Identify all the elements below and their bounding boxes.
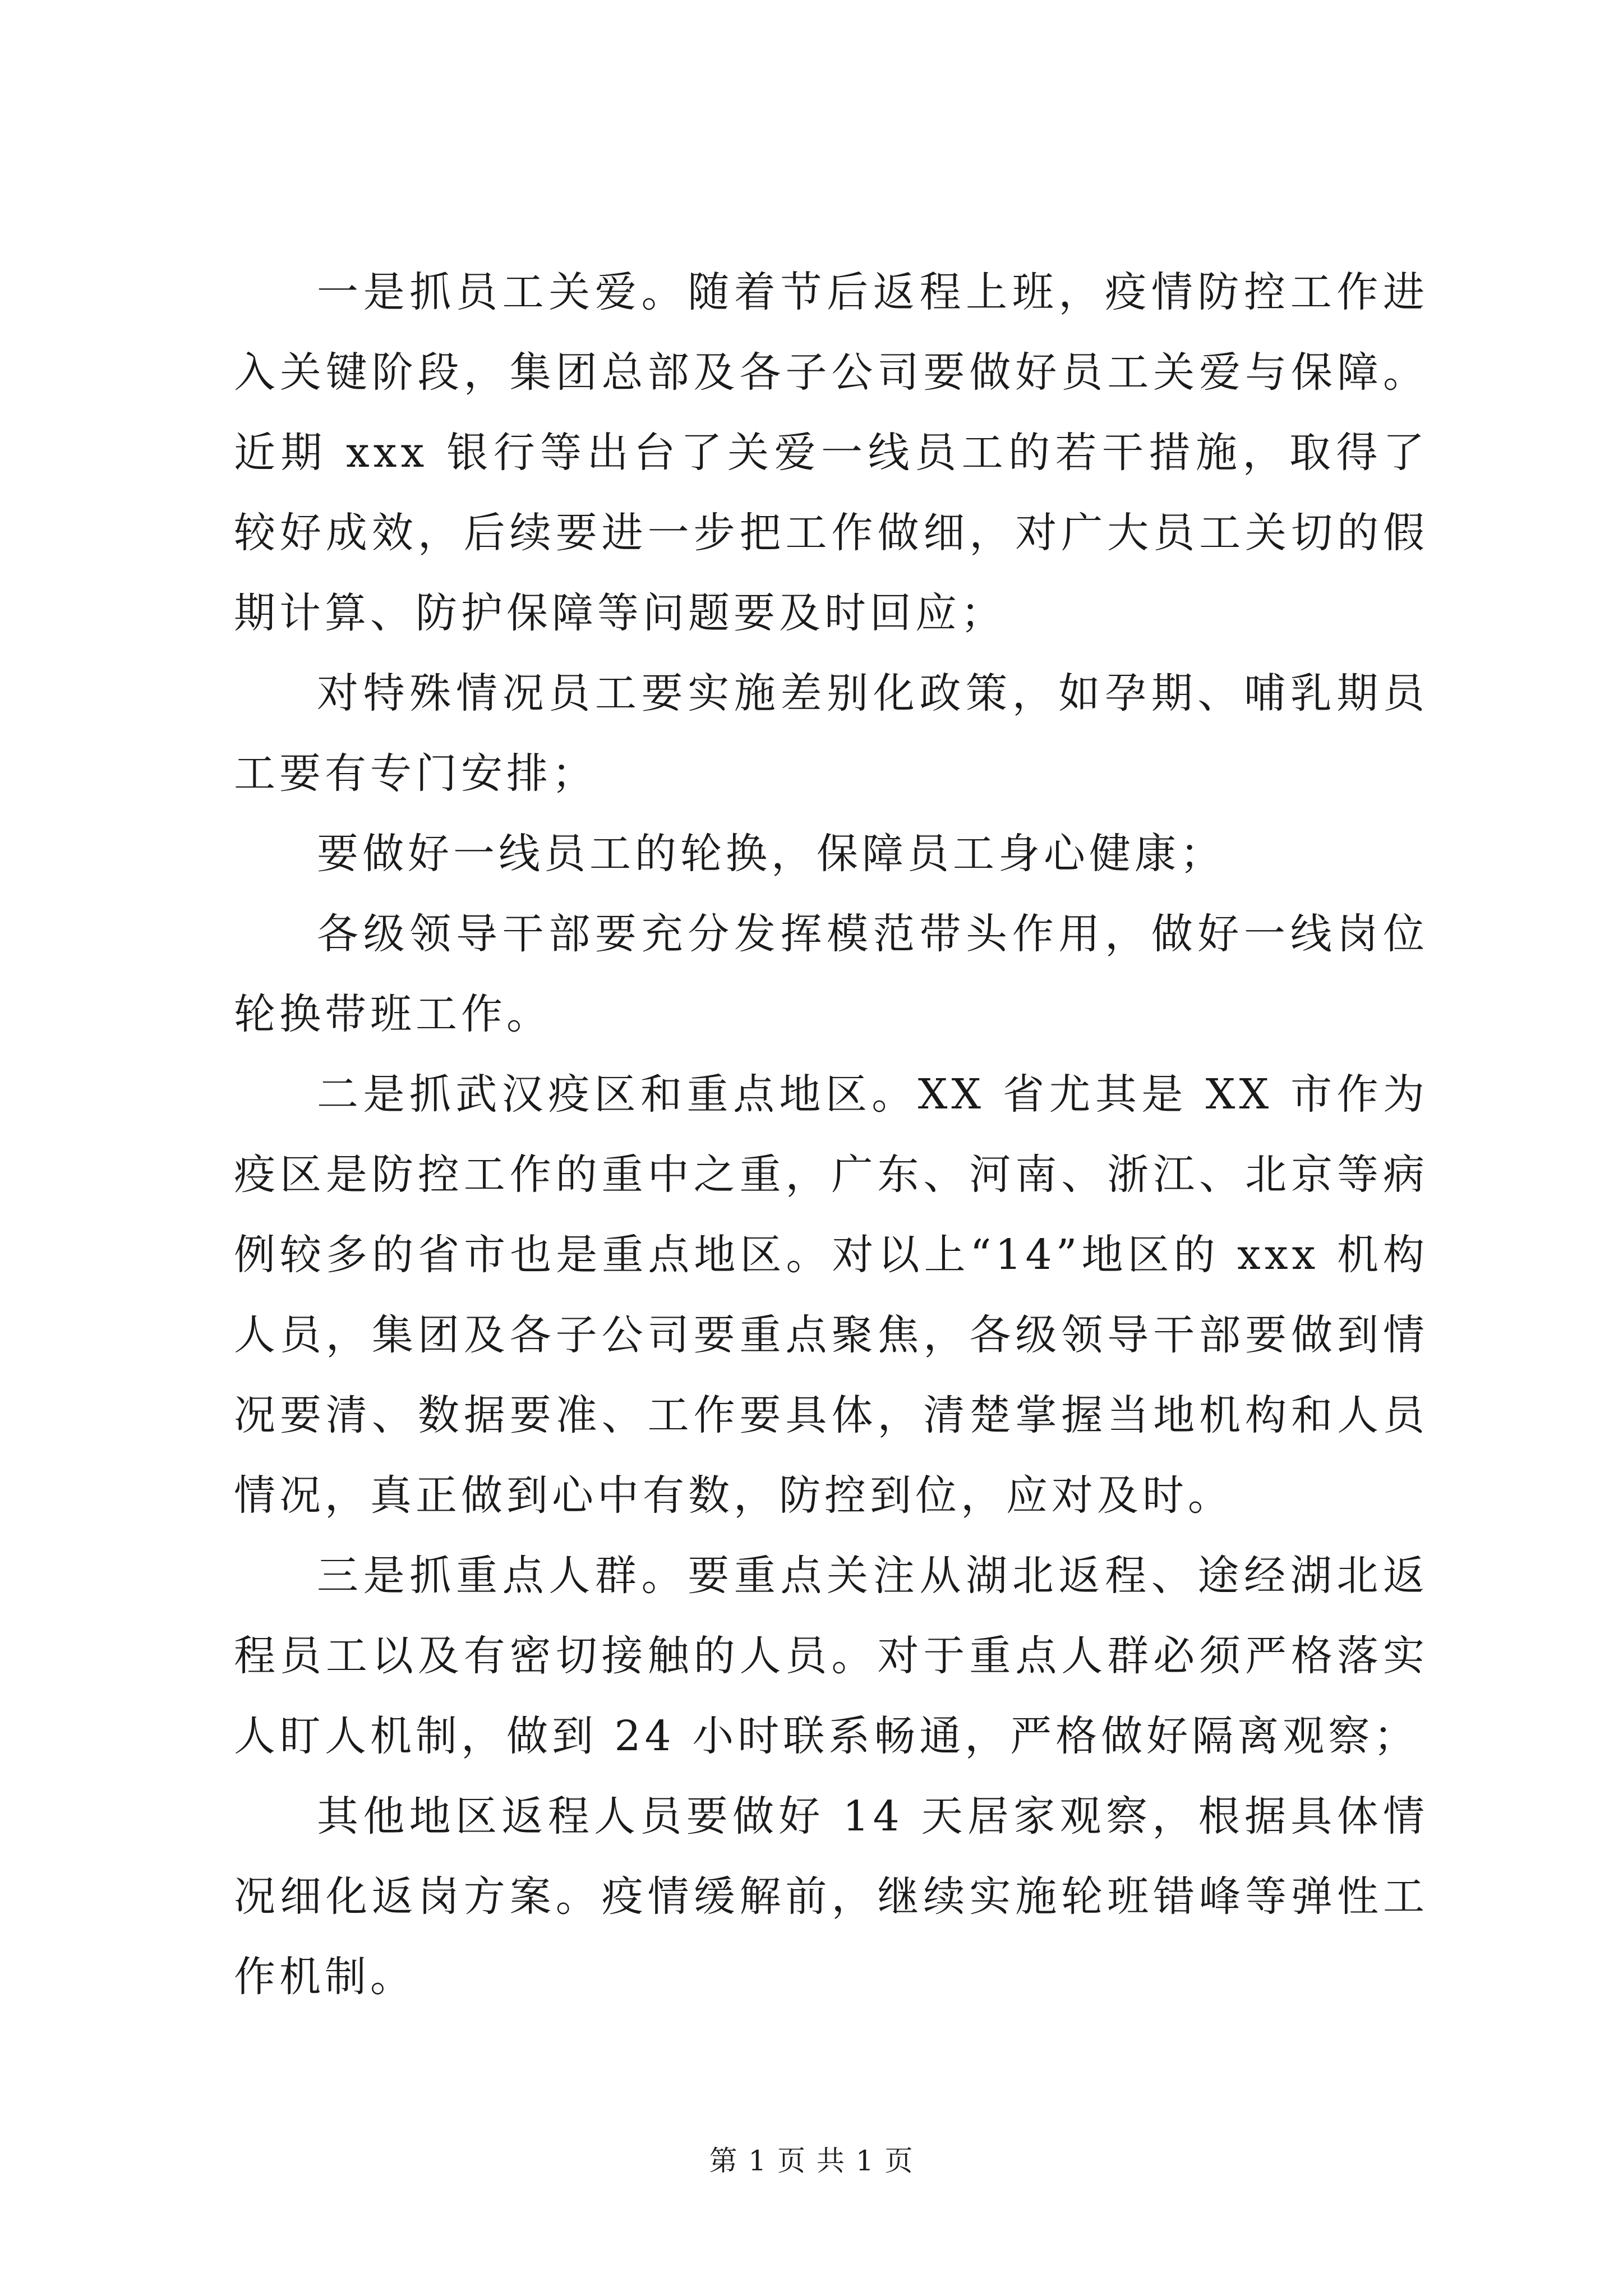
page-number-footer: 第 1 页 共 1 页 xyxy=(709,2145,914,2177)
paragraph-3: 要做好一线员工的轮换，保障员工身心健康； xyxy=(317,830,1225,878)
document-body xyxy=(234,252,1428,2017)
paragraph-5: 二是抓武汉疫区和重点地区。XX 省尤其是 XX 市作为疫区是防控工作的重中之重，广东、河南、浙江、北京等病例较多的省市也是重点地区。对以上“14”地区的 xxx 机构人员，集团及各子公司要重点聚焦，各级领导干部要做到情况要清、数据要准、工作要具体，清楚掌握当地机构和人员情况，真正做到心中有数，防控到位，应对及时。 xyxy=(234,1070,1428,1520)
paragraph-1: 一是抓员工关爱。随着节后返程上班，疫情防控工作进入关键阶段，集团总部及各子公司要做好员工关爱与保障。近期 xxx 银行等出台了关爱一线员工的若干措施，取得了较好成效，后续要进一步把工作做细，对广大员工关切的假期计算、防护保障等问题要及时回应； xyxy=(234,268,1428,637)
paragraph-7: 其他地区返程人员要做好 14 天居家观察，根据具体情况细化返岗方案。疫情缓解前，继续实施轮班错峰等弹性工作机制。 xyxy=(234,1792,1428,2001)
paragraph-4: 各级领导干部要充分发挥模范带头作用，做好一线岗位轮换带班工作。 xyxy=(234,910,1428,1038)
paragraph-2: 对特殊情况员工要实施差别化政策，如孕期、哺乳期员工要有专门安排； xyxy=(234,669,1428,798)
paragraph-6: 三是抓重点人群。要重点关注从湖北返程、途经湖北返程员工以及有密切接触的人员。对于重点人群必须严格落实人盯人机制，做到 24 小时联系畅通，严格做好隔离观察； xyxy=(234,1552,1428,1760)
